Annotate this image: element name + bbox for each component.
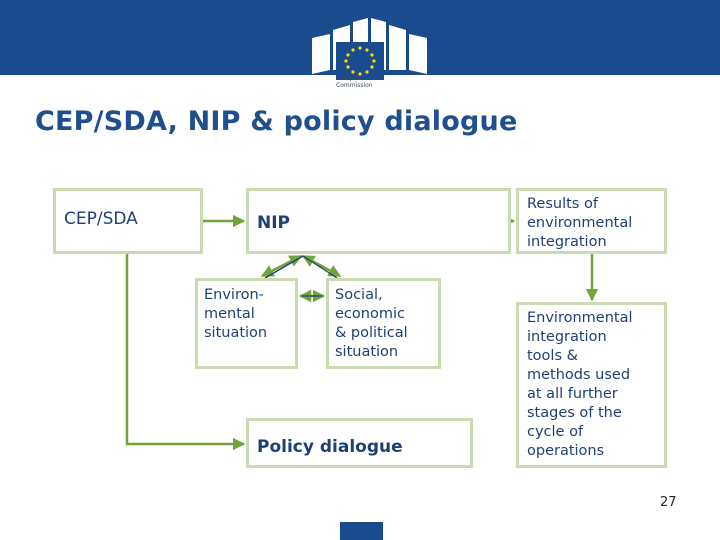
results-line-3: integration — [527, 234, 607, 250]
bottom-flag-bar — [340, 522, 383, 540]
cep-sda-text: CEP/SDA — [64, 209, 138, 229]
results-line-1: Results of — [527, 196, 598, 212]
env-line-1: Environ- — [204, 287, 264, 303]
social-line-3: & political — [335, 325, 408, 341]
arrow-env-nip — [262, 256, 301, 276]
env-line-2: mental — [204, 306, 255, 322]
results-box — [516, 188, 667, 254]
tools-line-7: cycle of — [527, 424, 584, 440]
tools-line-8: operations — [527, 443, 605, 459]
policy-dialogue-text: Policy dialogue — [257, 437, 403, 457]
tools-line-1: Environmental — [527, 310, 633, 326]
social-line-2: economic — [335, 306, 405, 322]
page-number: 27 — [660, 495, 677, 510]
nip-text: NIP — [257, 213, 291, 233]
policy-dialogue-box — [246, 418, 473, 468]
tools-line-3: tools & — [527, 348, 578, 364]
tools-line-6: stages of the — [527, 405, 622, 421]
tools-box — [516, 302, 667, 468]
tools-line-4: methods used — [527, 367, 631, 383]
logo-text-line1: European — [336, 75, 365, 82]
logo-text-line2: Commission — [336, 82, 373, 89]
cep-sda-box — [53, 188, 203, 254]
environmental-situation-box — [195, 278, 298, 369]
env-line-3: situation — [204, 325, 268, 341]
social-situation-box — [326, 278, 441, 369]
tools-line-5: at all further — [527, 386, 618, 402]
social-line-4: situation — [335, 344, 399, 360]
slide-title: CEP/SDA, NIP & policy dialogue — [35, 106, 518, 137]
tools-line-2: integration — [527, 329, 607, 345]
nip-box — [246, 188, 511, 254]
social-line-1: Social, — [335, 287, 383, 303]
results-line-2: environmental — [527, 215, 633, 231]
